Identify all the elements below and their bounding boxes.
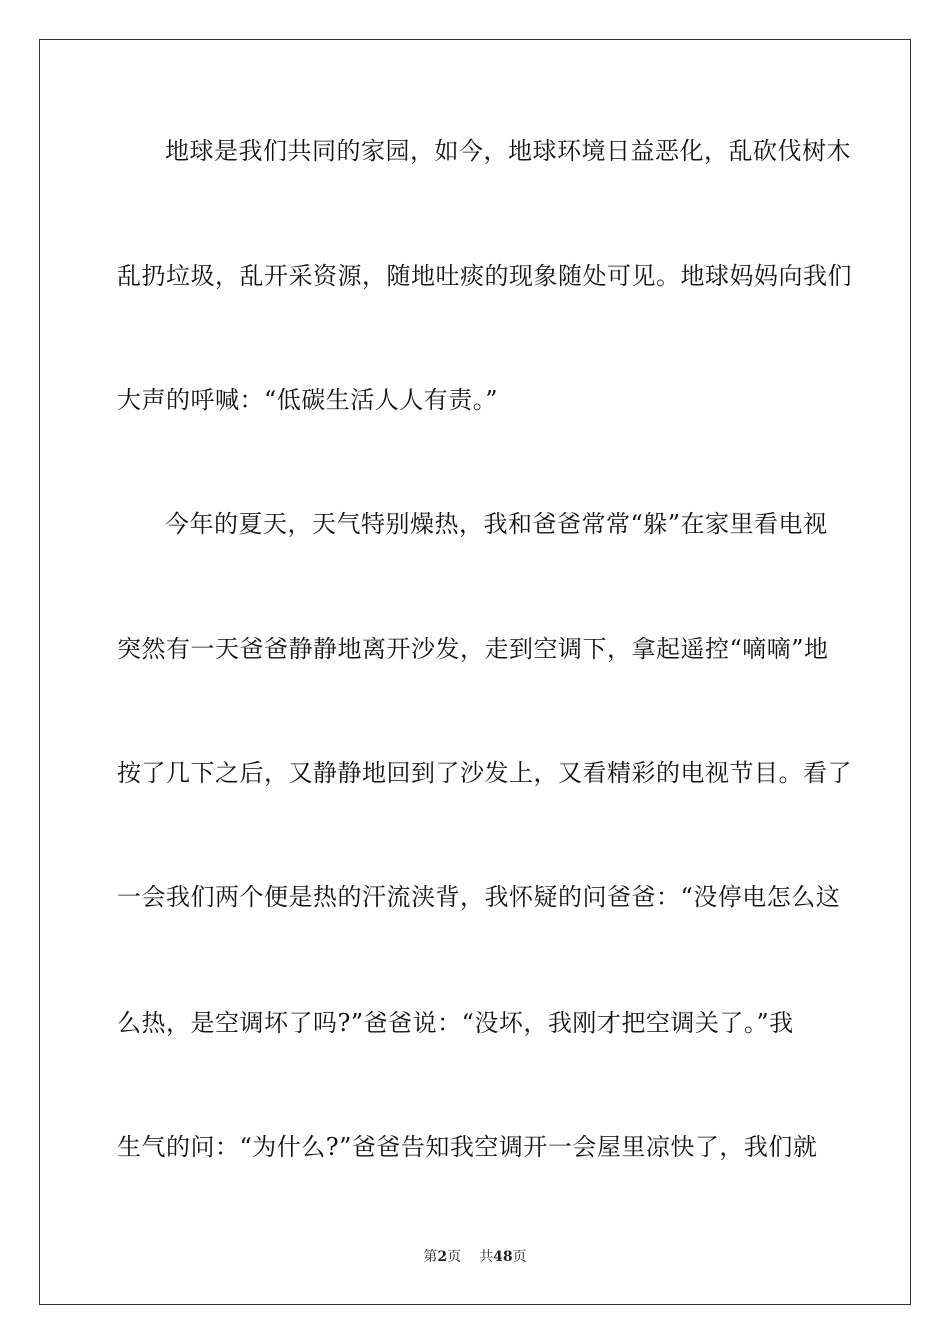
footer-total-pages: 48 — [493, 1249, 513, 1265]
footer-total-prefix: 共 — [479, 1249, 494, 1265]
text-line-5: 突然有一天爸爸静静地离开沙发，走到空调下，拿起遥控“嘀嘀”地 — [117, 635, 829, 663]
text-line-3: 大声的呼喊：“低碳生活人人有责。” — [117, 386, 499, 414]
page-footer — [0, 1248, 950, 1266]
text-line-4: 今年的夏天，天气特别燥热，我和爸爸常常“躲”在家里看电视 — [165, 510, 828, 538]
text-line-1: 地球是我们共同的家园，如今，地球环境日益恶化，乱砍伐树木 — [165, 137, 851, 165]
text-line-9: 生气的问：“为什么?”爸爸告知我空调开一会屋里凉快了，我们就 — [117, 1133, 818, 1161]
page-border — [39, 39, 911, 1305]
footer-page-prefix: 第 — [423, 1249, 438, 1265]
text-line-8: 么热，是空调坏了吗?”爸爸说：“没坏，我刚才把空调关了。”我 — [117, 1009, 794, 1037]
footer-page-number: 2 — [437, 1249, 448, 1265]
text-line-2: 乱扔垃圾，乱开采资源，随地吐痰的现象随处可见。地球妈妈向我们 — [117, 262, 852, 290]
footer-total-suffix: 页 — [512, 1249, 527, 1265]
text-line-6: 按了几下之后，又静静地回到了沙发上，又看精彩的电视节目。看了 — [117, 759, 852, 787]
text-line-7: 一会我们两个便是热的汗流浃背，我怀疑的问爸爸：“没停电怎么这 — [117, 883, 841, 911]
footer-page-suffix: 页 — [447, 1249, 462, 1265]
